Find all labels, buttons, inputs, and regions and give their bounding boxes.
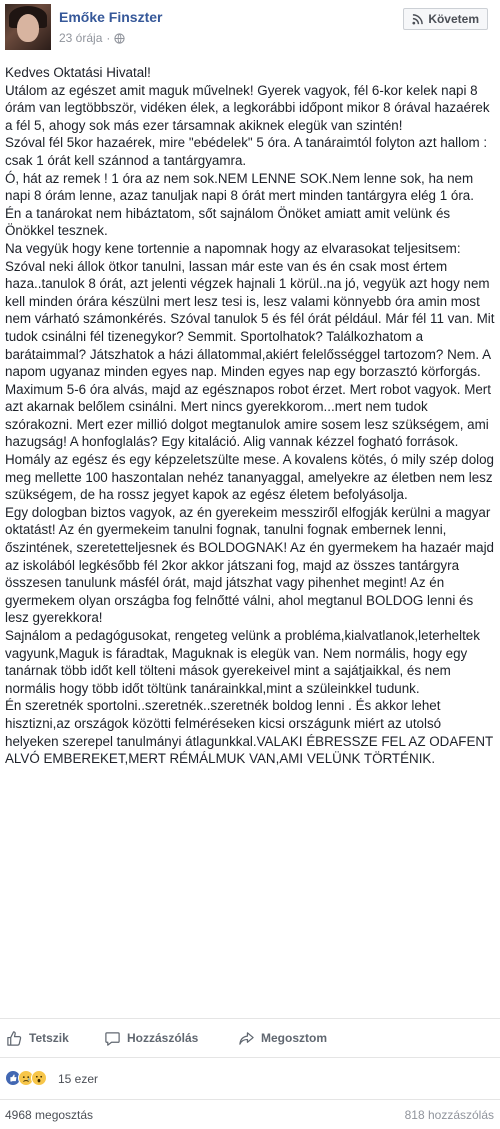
reaction-icons[interactable]: [5, 1070, 44, 1086]
post-paragraph: Egy dologban biztos vagyok, az én gyerekeim messziről elfogják kerülni a magyar oktatást! Az én gyermekeim tanulni fognak, tanulni fognak embernek lenni, őszintének, szeretetteljesnek és BOLDOGNAK! Az én gyermekem ha hazaér majd az iskolából legkésőbb fél 2kor akkor játszani fog, majd az összes tantárgyra összesen tanulunk másfél órát, majd játszhat vagy pihenhet megint! Az én gyermekem olyan országba fog felnőtté válni, ahol megtanul BOLDOG lenni és lesz gyerekkora!: [5, 504, 494, 626]
post-paragraph: Na vegyük hogy kene tortennie a napomnak hogy az elvarasokat teljesitsem:: [5, 240, 461, 256]
reactions-bar: [0, 1057, 500, 1100]
share-count[interactable]: 4968 megosztás: [5, 1108, 94, 1122]
post-meta: [59, 31, 125, 45]
like-label: Tetszik: [29, 1031, 69, 1045]
post-paragraph: Utálom az egészet amit maguk művelnek! Gyerek vagyok, fél 6-kor kelek napi 8 órám van legtöbbször, vidéken élek, a legkorábbi időpont mikor 8 órával hazaérek a fél 5, ahogy sok más ezer társamnak akiknek elegük van szintén!: [5, 82, 490, 133]
comment-label: Hozzászólás: [127, 1031, 199, 1045]
share-button[interactable]: [238, 1030, 327, 1047]
post-paragraph: Én a tanárokat nem hibáztatom, sőt sajnálom Önöket amiatt amit velünk és Önökkel tesznek.: [5, 205, 451, 239]
post-paragraph: Szóval neki állok ötkor tanulni, lassan már este van és én csak most értem haza..tanulok 8 órát, azt jelenti végzek hajnali 1 körül..na jó, vegyük azt hogy nem kell minden órára készülni mert lesz tesi is, lesz valami könnyebb óra amin most nem várható számonkérés. Szóval tanulok 5 és fél órát például. Már fél 11 van. Mit tudok csinálni fél tizenegykor? Semmit. Sportolhatok? Találkozhatom a barátaimmal? Játszhatok a házi állatommal,akiért felelősséggel tartozom? Nem. A napom ugyanaz minden egyes nap. Minden egyes nap egy borzasztó körforgás. Maximum 5-6 óra alvás, majd az egésznapos robot érzet. Mert robot vagyok. Mert azt akarnak belőlem csinálni. Mert nincs gyerekkorom...mert nem tudok szórakozni. Mert ezer millió dolgot megtanulok amire sosem lesz szükségem, ami hazugság! A honfoglalás? Egy kitaláció. Alig vannak kézzel fogható források. Homály az egész és egy képzeletszülte mese. A kovalens kötés, ó mily szép dolog meg mellette 100 haszontalan nehéz tananyaggal, amelyekre az életben nem lesz szükségem, de ha rossz jegyet kapok az egész életem befolyásolja.: [5, 258, 495, 503]
follow-label: Követem: [428, 12, 479, 26]
post-text: [5, 64, 497, 768]
meta-separator: ·: [106, 31, 111, 45]
action-bar: [0, 1018, 500, 1057]
avatar[interactable]: [5, 4, 51, 50]
wow-reaction-icon: [31, 1070, 47, 1086]
comment-count[interactable]: 818 hozzászólás: [404, 1108, 494, 1122]
post-paragraph: Szóval fél 5kor hazaérek, mire "ebédelek" 5 óra. A tanáraimtól folyton azt hallom : csak 1 órát kell szánnod a tantárgyamra.: [5, 135, 488, 168]
post-footer: [0, 1099, 500, 1129]
share-icon: [238, 1030, 255, 1047]
rss-icon: [412, 14, 423, 25]
follow-button[interactable]: [403, 8, 488, 30]
like-button[interactable]: [6, 1030, 69, 1047]
post-paragraph: Én szeretnék sportolni..szeretnék..szeretnék boldog lenni . És akkor lehet hisztizni,az országok közötti felméréseken kicsi országunk miért az utolsó helyeken szerepel tanulmányi átlagunkkal.VALAKI ÉBRESSZE FEL AZ ODAFENT ALVÓ EMBEREKET,MERT RÉMÁLMUK VAN,AMI VELÜNK TÖRTÉNIK.: [5, 698, 493, 767]
post-paragraph: Kedves Oktatási Hivatal!: [5, 65, 151, 80]
thumbs-up-icon: [6, 1030, 23, 1047]
reaction-count[interactable]: 15 ezer: [58, 1072, 99, 1086]
post-header: [0, 0, 500, 56]
post-paragraph: Ó, hát az remek ! 1 óra az nem sok.NEM LENNE SOK.Nem lenne sok, ha nem napi 8 órám lenne, azaz tanuljak napi 8 órát mert minden tantárgyra elég 1 óra.: [5, 170, 474, 204]
post-time[interactable]: 23 órája: [59, 31, 103, 45]
author-name[interactable]: Emőke Finszter: [59, 9, 163, 25]
globe-icon: [114, 33, 125, 44]
avatar-face: [17, 14, 39, 42]
post-paragraph: Sajnálom a pedagógusokat, rengeteg velünk a probléma,kialvatlanok,leterheltek vagyunk,Maguk is fáradtak, Maguknak is elegük van. Nem normális, hogy egy tanárnak több időt kell tölteni mások gyerekeivel mint a sajátjaikkal, és nem normális hogy több időt töltünk tanárainkkal,mint a szüleinkkel tudunk.: [5, 628, 480, 696]
share-label: Megosztom: [261, 1031, 327, 1045]
comment-icon: [104, 1030, 121, 1047]
comment-button[interactable]: [104, 1030, 198, 1047]
